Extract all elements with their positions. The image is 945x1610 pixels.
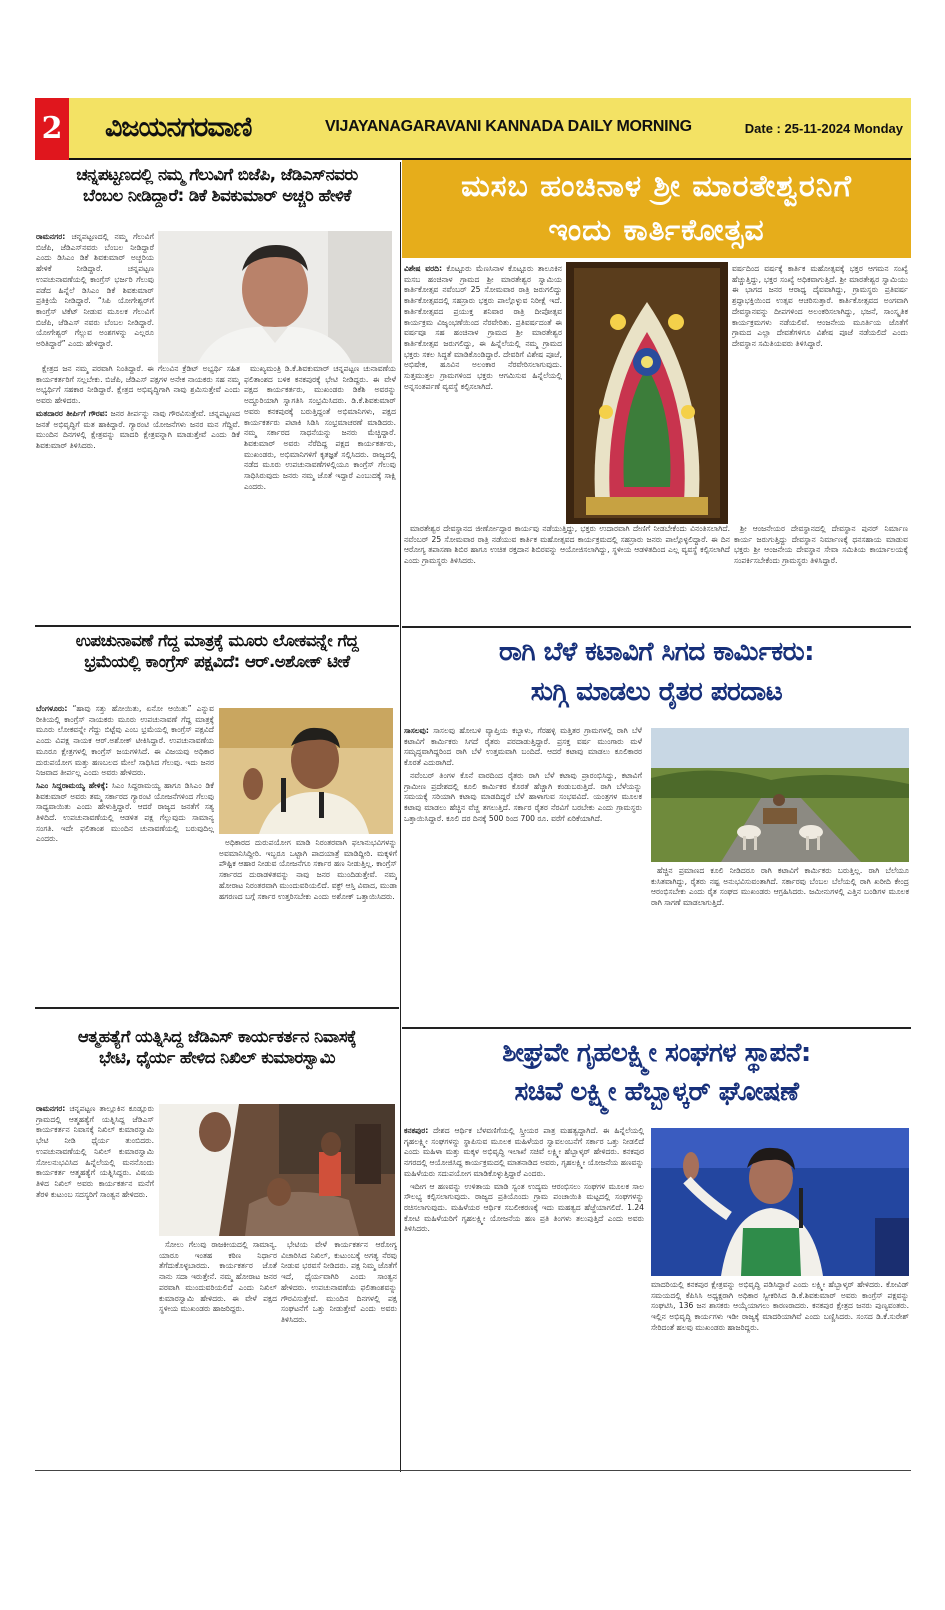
- paragraph: ಮುಖ್ಯಮಂತ್ರಿ ಡಿ.ಕೆ.ಶಿವಕುಮಾರ್ ಚನ್ನಪಟ್ಟಣ ಚುನಾವಣೆಯ ಫಲಿತಾಂಶದ ಬಳಿಕ ಕನಕಪುರಕ್ಕೆ ಭೇಟಿ ನೀಡಿದ್ದರು. ಈ ವೇಳೆ ಪಕ್ಷದ ಕಾರ್ಯಕರ್ತರು, ಮುಖಂಡರು ಡಿಕೆಶಿ ಅವರನ್ನು ಅದ್ದೂರಿಯಾಗಿ ಸ್ವಾಗತಿಸಿ ಸಂಭ್ರಮಿಸಿದರು. ಡಿ.ಕೆ.ಶಿವಕುಮಾರ್ ಅವರು ಕನಕಪುರಕ್ಕೆ ಬರುತ್ತಿದ್ದಂತೆ ಅಭಿಮಾನಿಗಳು, ಪಕ್ಷದ ಕಾರ್ಯಕರ್ತರು ಪಟಾಕಿ ಸಿಡಿಸಿ ಸಂಭ್ರಮಾಚರಣೆ ಮಾಡಿದರು. ನಮ್ಮ ಸರ್ಕಾರದ ಸಾಧನೆಯನ್ನು ಜನರು ಮೆಚ್ಚಿದ್ದಾರೆ. ಶಿವಕುಮಾರ್ ಅವರು ನೆರೆದಿದ್ದ ಪಕ್ಷದ ಕಾರ್ಯಕರ್ತರು, ಮುಖಂಡರು, ಅಭಿಮಾನಿಗಳಿಗೆ ಕೃತಜ್ಞತೆ ಸಲ್ಲಿಸಿದರು. ರಾಜ್ಯದಲ್ಲಿ ನಡೆದ ಮೂರು ಉಪಚುನಾವಣೆಗಳಲ್ಲಿಯೂ ಕಾಂಗ್ರೆಸ್ ಗೆಲುವು ಸಾಧಿಸಿರುವುದು ಜನರು ನಮ್ಮ ಜೊತೆ ಇದ್ದಾರೆ ಎಂಬುದಕ್ಕೆ ಸಾಕ್ಷಿ ಎಂದರು.: [244, 364, 396, 491]
- paragraph: ಚನ್ನಪಟ್ಟಣ ತಾಲ್ಲೂಕಿನ ಕೂಡ್ಲೂರು ಗ್ರಾಮದಲ್ಲಿ ಆತ್ಮಹತ್ಯೆಗೆ ಯತ್ನಿಸಿದ್ದ ಜೆಡಿಎಸ್ ಕಾರ್ಯಕರ್ತನ ನಿವಾಸಕ್ಕೆ ನಿಖಿಲ್ ಕುಮಾರಸ್ವಾಮಿ ಭೇಟಿ ನೀಡಿ ಧೈರ್ಯ ತುಂಬಿದರು. ಉಪಚುನಾವಣೆಯಲ್ಲಿ ನಿಖಿಲ್ ಕುಮಾರಸ್ವಾಮಿ ಸೋಲನುಭವಿಸಿದ ಹಿನ್ನೆಲೆಯಲ್ಲಿ ಮನನೊಂದು ಕಾರ್ಯಕರ್ತ ಆತ್ಮಹತ್ಯೆಗೆ ಯತ್ನಿಸಿದ್ದರು. ವಿಷಯ ತಿಳಿದ ನಿಖಿಲ್ ಅವರು ಕಾರ್ಯಕರ್ತನ ಮನೆಗೆ ತೆರಳಿ ಕುಟುಂಬ ಸದಸ್ಯರಿಗೆ ಸಾಂತ್ವನ ಹೇಳಿದರು.: [36, 1104, 154, 1199]
- paragraph: ಶ್ರೀ ಆಂಜನೇಯರ ದೇವಸ್ಥಾನದಲ್ಲಿ ದೇವಸ್ಥಾನ ಪುನರ್ ನಿರ್ಮಾಣ ಕಾರ್ಯ ಜರುಗುತ್ತಿದ್ದು ದೇವಸ್ಥಾನ ನಿರ್ಮಾಣಕ್ಕೆ ಧನಸಹಾಯ ಮಾಡುವ ಭಕ್ತರು ಶ್ರೀ ಆಂಜನೇಯ ದೇವಸ್ಥಾನ ಸೇವಾ ಸಮಿತಿಯ ಕಾರ್ಯಾಲಯಕ್ಕೆ ಸಂಪರ್ಕಿಸಬೇಕೆಂದು ಗ್ರಾಮಸ್ಥರು ತಿಳಿಸಿದ್ದಾರೆ.: [734, 524, 908, 566]
- headline[interactable]: [402, 1034, 911, 1112]
- subhead: ಮತದಾರರ ತೀರ್ಪಿಗೆ ಗೌರವ:: [36, 408, 108, 418]
- headline-banner[interactable]: [402, 160, 911, 258]
- dateline: ರಾಮನಗರ:: [36, 232, 66, 241]
- paragraph: ಹೆಚ್ಚಿನ ಪ್ರಮಾಣದ ಕೂಲಿ ನೀಡಿದರೂ ರಾಗಿ ಕಟಾವಿಗೆ ಕಾರ್ಮಿಕರು ಬರುತ್ತಿಲ್ಲ. ರಾಗಿ ಬೆಲೆಯೂ ಕುಸಿತವಾಗಿದ್ದು, ರೈತರು ನಷ್ಟ ಅನುಭವಿಸುವಂತಾಗಿದೆ. ಸರ್ಕಾರವು ಬೆಂಬಲ ಬೆಲೆಯಲ್ಲಿ ರಾಗಿ ಖರೀದಿ ಕೇಂದ್ರ ಆರಂಭಿಸಬೇಕು ಎಂದು ರೈತ ಸಂಘದ ಮುಖಂಡರು ಆಗ್ರಹಿಸಿದರು. ಜಮೀನುಗಳಲ್ಲಿ ಎತ್ತಿನ ಬಂಡಿಗಳ ಮೂಲಕ ರಾಗಿ ಸಾಗಣೆ ಮಾಡಲಾಗುತ್ತಿದೆ.: [651, 866, 909, 908]
- masthead-title-english: VIJAYANAGARAVANI KANNADA DAILY MORNING: [325, 118, 692, 135]
- paragraph: ಸಾಸಲವು ಹೋಬಳಿ ವ್ಯಾಪ್ತಿಯ ಕಬ್ಬಾಳು, ಗೆರಹಳ್ಳಿ ಮತ್ತಿತರ ಗ್ರಾಮಗಳಲ್ಲಿ ರಾಗಿ ಬೆಳೆ ಕಟಾವಿಗೆ ಕಾರ್ಮಿಕರು ಸಿಗದೆ ರೈತರು ಪರದಾಡುತ್ತಿದ್ದಾರೆ. ಪ್ರಸಕ್ತ ವರ್ಷ ಮುಂಗಾರು ಮಳೆ ಸಮೃದ್ಧವಾಗಿದ್ದರಿಂದ ರಾಗಿ ಬೆಳೆ ಉತ್ತಮವಾಗಿ ಬಂದಿದೆ. ಆದರೆ ಕಟಾವು ಮಾಡಲು ಕೂಲಿಕಾರರ ಕೊರತೆ ಎದುರಾಗಿದೆ.: [404, 726, 642, 768]
- article-body: [404, 264, 562, 520]
- headline-line: ಉಪಚುನಾವಣೆ ಗೆದ್ದ ಮಾತ್ರಕ್ಕೆ ಮೂರು ಲೋಕವನ್ನೇ ಗೆದ್ದ: [75, 631, 359, 650]
- article-body: [36, 232, 154, 360]
- article-body: [404, 726, 642, 1014]
- page-number: 2: [35, 98, 69, 160]
- masthead-title-kannada: ವಿಜಯನಗರವಾಣಿ: [105, 112, 252, 143]
- article-body: [244, 364, 396, 622]
- headline-line: ಆತ್ಮಹತ್ಯೆಗೆ ಯತ್ನಿಸಿದ್ದ ಜೆಡಿಎಸ್ ಕಾರ್ಯಕರ್ತನ ನಿವಾಸಕ್ಕೆ: [77, 1027, 357, 1046]
- article-body: [732, 264, 908, 520]
- article-body: [36, 704, 214, 918]
- headline-line: ಬೆಂಬಲ ನೀಡಿದ್ದಾರೆ: ಡಿಕೆ ಶಿವಕುಮಾರ್ ಅಚ್ಚರಿ ಹೇಳಿಕೆ: [83, 186, 351, 206]
- paragraph: ಮಾದರಿಯಲ್ಲಿ ಕನಕಪುರ ಕ್ಷೇತ್ರವನ್ನು ಅಭಿವೃದ್ಧಿ ಪಡಿಸಿದ್ದಾರೆ ಎಂದು ಲಕ್ಷ್ಮೀ ಹೆಬ್ಬಾಳ್ಕರ್ ಹೇಳಿದರು. ಕೋವಿಡ್ ಸಮಯದಲ್ಲಿ ಕೆಪಿಸಿಸಿ ಅಧ್ಯಕ್ಷರಾಗಿ ಅಧಿಕಾರ ಸ್ವೀಕರಿಸಿದ ಡಿ.ಕೆ.ಶಿವಕುಮಾರ್ ಅವರು ಕಾಂಗ್ರೆಸ್ ಪಕ್ಷವನ್ನು ಸಂಘಟಿಸಿ, 136 ಜನ ಶಾಸಕರು ಆಯ್ಕೆಯಾಗಲು ಕಾರಣರಾದರು. ಕನಕಪುರ ಕ್ಷೇತ್ರದ ಜನರು ಪುಣ್ಯವಂತರು. ಇಲ್ಲಿನ ಅಭಿವೃದ್ಧಿ ಕಾರ್ಯಗಳು ಇಡೀ ರಾಜ್ಯಕ್ಕೆ ಮಾದರಿಯಾಗಿವೆ ಎಂದು ಬಣ್ಣಿಸಿದರು. ಸಂಸದ ಡಿ.ಕೆ.ಸುರೇಶ್ ಸೇರಿದಂತೆ ಹಲವು ಮುಖಂಡರು ಹಾಜರಿದ್ದರು.: [651, 1280, 909, 1332]
- paragraph: ಕೊಟ್ಟೂರು ಮೆಣಸಿನಾಳ ಕೊಟ್ಟೂರು ತಾಲೂಕಿನ ಮಸಬ ಹಂಚಿನಾಳ ಗ್ರಾಮದ ಶ್ರೀ ಮಾರತೇಶ್ವರ ಸ್ವಾಮಿಯ ಕಾರ್ತಿಕೋತ್ಸವ ನವೆಂಬರ್ 25 ಸೋಮವಾರ ರಾತ್ರಿ ಜರುಗಲಿದ್ದು ಕಾರ್ತಿಕೋತ್ಸವದಲ್ಲಿ ಸಹಸ್ರಾರು ಭಕ್ತರು ಪಾಲ್ಗೊಳ್ಳುವ ನಿರೀಕ್ಷೆ ಇದೆ. ಕಾರ್ತಿಕೋತ್ಸವದ ಪ್ರಯುಕ್ತ ಶನಿವಾರ ರಾತ್ರಿ ದೀಪೋತ್ಸವ ಕಾರ್ಯಕ್ರಮ ವಿಜೃಂಭಣೆಯಿಂದ ನೆರವೇರಿತು. ಪ್ರತಿವರ್ಷದಂತೆ ಈ ವರ್ಷವೂ ಸಹ ಹಂಚಿನಾಳ ಗ್ರಾಮದ ಶ್ರೀ ಮಾರತೇಶ್ವರ ಕಾರ್ತಿಕೋತ್ಸವ ಜರುಗಲಿದ್ದು, ಈ ಹಿನ್ನೆಲೆಯಲ್ಲಿ ನಮ್ಮ ಗ್ರಾಮದ ಭಕ್ತರು ಸಕಲ ಸಿದ್ಧತೆ ಮಾಡಿಕೊಂಡಿದ್ದಾರೆ. ದೇವರಿಗೆ ವಿಶೇಷ ಪೂಜೆ, ಅಭಿಷೇಕ, ಹೂವಿನ ಅಲಂಕಾರ ನೆರವೇರಿಸಲಾಗುವುದು. ಸುತ್ತಮುತ್ತಲ ಗ್ರಾಮಗಳಿಂದ ಭಕ್ತರು ಆಗಮಿಸುವ ಹಿನ್ನೆಲೆಯಲ್ಲಿ ಅನ್ನಸಂತರ್ಪಣೆ ವ್ಯವಸ್ಥೆ ಕಲ್ಪಿಸಲಾಗಿದೆ.: [404, 264, 562, 391]
- temple-deity-photo: [566, 262, 728, 524]
- paragraph: ಇದೀಗ ಆ ಹಣವನ್ನು ಉಳಿತಾಯ ಮಾಡಿ ಸ್ವಂತ ಉದ್ಯಮ ಆರಂಭಿಸಲು ಸಂಘಗಳ ಮೂಲಕ ಸಾಲ ಸೌಲಭ್ಯ ಕಲ್ಪಿಸಲಾಗುವುದು. ರಾಜ್ಯದ ಪ್ರತಿಯೊಂದು ಗ್ರಾಮ ಪಂಚಾಯಿತಿ ಮಟ್ಟದಲ್ಲಿ ಸಂಘಗಳನ್ನು ರಚಿಸಲಾಗುವುದು. ಮಹಿಳೆಯರ ಆರ್ಥಿಕ ಸಬಲೀಕರಣಕ್ಕೆ ಇದು ಮಹತ್ವದ ಹೆಜ್ಜೆಯಾಗಲಿದೆ. 1.24 ಕೋಟಿ ಮಹಿಳೆಯರಿಗೆ ಗೃಹಲಕ್ಷ್ಮೀ ಯೋಜನೆಯ ಹಣ ಪ್ರತಿ ತಿಂಗಳು ತಲುಪುತ್ತಿದೆ ಎಂದು ಅವರು ತಿಳಿಸಿದರು.: [404, 1181, 644, 1234]
- headline[interactable]: [36, 1026, 398, 1068]
- paragraph: ವರ್ಷದಿಂದ ವರ್ಷಕ್ಕೆ ಕಾರ್ತಿಕ ಮಹೋತ್ಸವಕ್ಕೆ ಭಕ್ತರ ಆಗಮನ ಸಂಖ್ಯೆ ಹೆಚ್ಚುತ್ತಿದ್ದು, ಭಕ್ತರ ಸಂಖ್ಯೆ ಅಧಿಕವಾಗುತ್ತಿದೆ. ಶ್ರೀ ಮಾರತೇಶ್ವರ ಸ್ವಾಮಿಯು ಈ ಭಾಗದ ಜನರ ಆರಾಧ್ಯ ದೈವವಾಗಿದ್ದು, ಗ್ರಾಮಸ್ಥರು ಪ್ರತಿವರ್ಷ ಶ್ರದ್ಧಾಭಕ್ತಿಯಿಂದ ಉತ್ಸವ ಆಚರಿಸುತ್ತಾರೆ. ಕಾರ್ತಿಕೋತ್ಸವದ ಅಂಗವಾಗಿ ದೇವಸ್ಥಾನವನ್ನು ದೀಪಗಳಿಂದ ಅಲಂಕರಿಸಲಾಗಿದ್ದು, ಭಜನೆ, ಸಾಂಸ್ಕೃತಿಕ ಕಾರ್ಯಕ್ರಮಗಳು ನಡೆಯಲಿವೆ. ಆಂಜನೇಯ ಮೂರ್ತಿಯ ಜೊತೆಗೆ ಗ್ರಾಮದ ಎಲ್ಲಾ ದೇವತೆಗಳಿಗೂ ವಿಶೇಷ ಪೂಜೆ ನಡೆಯಲಿದೆ ಎಂದು ದೇವಸ್ಥಾನ ಸಮಿತಿಯವರು ತಿಳಿಸಿದ್ದಾರೆ.: [732, 264, 908, 348]
- section-divider: [402, 1027, 911, 1029]
- section-divider: [35, 1007, 399, 1009]
- paragraph: ಕ್ಷೇತ್ರದ ಜನ ನಮ್ಮ ಪರವಾಗಿ ನಿಂತಿದ್ದಾರೆ. ಈ ಗೆಲುವಿನ ಕ್ರೆಡಿಟ್ ಅಭ್ಯರ್ಥಿ ಸಹಿತ ಕಾರ್ಯಕರ್ತರಿಗೆ ಸಲ್ಲಬೇಕು. ಬಿಜೆಪಿ, ಜೆಡಿಎಸ್ ಪಕ್ಷಗಳ ಅನೇಕ ನಾಯಕರು ಸಹ ನಮ್ಮ ಅಭ್ಯರ್ಥಿಗೆ ಸಹಕಾರ ನೀಡಿದ್ದಾರೆ. ಕ್ಷೇತ್ರದ ಅಭಿವೃದ್ಧಿಗಾಗಿ ನಾವು ಶ್ರಮಿಸುತ್ತೇವೆ ಎಂದು ಅವರು ಹೇಳಿದರು.: [36, 364, 240, 406]
- article-body: [159, 1240, 277, 1468]
- bullock-cart-photo: [651, 728, 909, 862]
- dateline: ಬೆಂಗಳೂರು:: [36, 704, 68, 713]
- headline[interactable]: [402, 632, 911, 713]
- article-body: [651, 866, 909, 1016]
- paragraph: ಮಾರತೇಶ್ವರ ದೇವಸ್ಥಾನದ ಜೀರ್ಣೋದ್ಧಾರ ಕಾರ್ಯವು ನಡೆಯುತ್ತಿದ್ದು, ಭಕ್ತರು ಉದಾರವಾಗಿ ದೇಣಿಗೆ ನೀಡಬೇಕೆಂದು ವಿನಂತಿಸಲಾಗಿದೆ. ನವೆಂಬರ್ 25 ಸೋಮವಾರ ರಾತ್ರಿ ನಡೆಯುವ ಕಾರ್ತಿಕ ಮಹೋತ್ಸವದ ಕಾರ್ಯಕ್ರಮದಲ್ಲಿ ಸಹಸ್ರಾರು ಜನರು ಪಾಲ್ಗೊಳ್ಳಲಿದ್ದಾರೆ. ಈ ದಿನ ಆರೋಗ್ಯ ತಪಾಸಣಾ ಶಿಬಿರ ಹಾಗೂ ಉಚಿತ ರಕ್ತದಾನ ಶಿಬಿರವನ್ನು ಆಯೋಜಿಸಲಾಗಿದ್ದು, ಸ್ಥಳೀಯ ಆಡಳಿತದಿಂದ ಎಲ್ಲ ವ್ಯವಸ್ಥೆ ಕಲ್ಪಿಸಲಾಗಿದೆ ಎಂದು ಗ್ರಾಮಸ್ಥರು ತಿಳಿಸಿದರು.: [404, 524, 730, 566]
- r-ashok-photo: [219, 708, 393, 834]
- article-body: [404, 1126, 644, 1468]
- column-divider: [400, 162, 401, 1472]
- headline-line: ಸುಗ್ಗಿ ಮಾಡಲು ರೈತರ ಪರದಾಟ: [530, 677, 783, 708]
- paragraph: ಭೇಟಿಯ ವೇಳೆ ಕಾರ್ಯಕರ್ತನ ಆರೋಗ್ಯ ವಿಚಾರಿಸಿದ ನಿಖಿಲ್, ಕುಟುಂಬಕ್ಕೆ ಅಗತ್ಯ ನೆರವು ನೀಡುವ ಭರವಸೆ ನೀಡಿದರು. ಪಕ್ಷ ನಿಮ್ಮ ಜೊತೆಗೆ ಇದೆ, ಧೈರ್ಯವಾಗಿರಿ ಎಂದು ಸಾಂತ್ವನ ಹೇಳಿದರು. ಉಪಚುನಾವಣೆಯ ಫಲಿತಾಂಶವನ್ನು ಗೌರವಿಸುತ್ತೇವೆ. ಮುಂದಿನ ದಿನಗಳಲ್ಲಿ ಪಕ್ಷ ಸಂಘಟನೆಗೆ ಒತ್ತು ನೀಡುತ್ತೇವೆ ಎಂದು ಅವರು ತಿಳಿಸಿದರು.: [281, 1240, 397, 1324]
- dateline: ವಿಶೇಷ ವರದಿ:: [404, 264, 443, 273]
- footer-divider: [35, 1470, 911, 1471]
- article-body: [281, 1240, 397, 1468]
- masthead: [35, 98, 911, 160]
- nikhil-visit-photo: [159, 1104, 395, 1236]
- headline-line: ಮಸಬ ಹಂಚಿನಾಳ ಶ್ರೀ ಮಾರತೇಶ್ವರನಿಗೆ: [461, 169, 852, 204]
- lakshmi-hebbalkar-photo: [651, 1128, 909, 1276]
- headline-line: ಭ್ರಮೆಯಲ್ಲಿ ಕಾಂಗ್ರೆಸ್ ಪಕ್ಷವಿದೆ: ಆರ್.ಅಶೋಕ್ ಟೀಕೆ: [84, 652, 350, 672]
- article-body: [651, 1280, 909, 1468]
- paragraph: ಜನರ ತೀರ್ಪನ್ನು ನಾವು ಗೌರವಿಸುತ್ತೇವೆ. ಚನ್ನಪಟ್ಟಣದ ಜನತೆ ಅಭಿವೃದ್ಧಿಗೆ ಮತ ಹಾಕಿದ್ದಾರೆ. ಗ್ಯಾರಂಟಿ ಯೋಜನೆಗಳು ಜನರ ಮನ ಗೆದ್ದಿವೆ. ಮುಂದಿನ ದಿನಗಳಲ್ಲಿ ಕ್ಷೇತ್ರವನ್ನು ಮಾದರಿ ಕ್ಷೇತ್ರವನ್ನಾಗಿ ಮಾಡುತ್ತೇವೆ ಎಂದು ಡಿಕೆ ಶಿವಕುಮಾರ್ ತಿಳಿಸಿದರು.: [36, 408, 240, 450]
- paragraph: ಅಧಿಕಾರದ ದುರುಪಯೋಗ ಮಾಡಿ ನಿರಂತರವಾಗಿ ಫಲಾನುಭವಿಗಳನ್ನು ಅವಮಾನಿಸಿದ್ದೀರಿ. ಇಬ್ಬರೂ ಒಟ್ಟಾಗಿ ಪಾದಯಾತ್ರೆ ಮಾಡಿದ್ದೀರಿ. ಮಕ್ಕಳಿಗೆ ಪೌಷ್ಟಿಕ ಆಹಾರ ನೀಡುವ ಯೋಜನೆಗೂ ಸರ್ಕಾರ ಹಣ ನೀಡುತ್ತಿಲ್ಲ. ಕಾಂಗ್ರೆಸ್ ಸರ್ಕಾರದ ದುರಾಡಳಿತವನ್ನು ನಾವು ಜನರ ಮುಂದಿಡುತ್ತೇವೆ. ನಮ್ಮ ಹೋರಾಟ ನಿರಂತರವಾಗಿ ಮುಂದುವರಿಯಲಿದೆ. ವಕ್ಫ್ ಆಸ್ತಿ ವಿವಾದ, ಮುಡಾ ಹಗರಣದ ಬಗ್ಗೆ ಸರ್ಕಾರ ಉತ್ತರಿಸಬೇಕು ಎಂದು ಅಶೋಕ್ ಒತ್ತಾಯಿಸಿದರು.: [219, 838, 397, 901]
- section-divider: [35, 625, 399, 627]
- headline-line: ಭೇಟಿ, ಧೈರ್ಯ ಹೇಳಿದ ನಿಖಿಲ್ ಕುಮಾರಸ್ವಾಮಿ: [98, 1048, 336, 1068]
- headline[interactable]: [36, 630, 398, 672]
- paragraph: ನವೆಂಬರ್ ತಿಂಗಳ ಕೊನೆ ವಾರದಿಂದ ರೈತರು ರಾಗಿ ಬೆಳೆ ಕಟಾವು ಪ್ರಾರಂಭಿಸಿದ್ದು, ಕಟಾವಿಗೆ ಗ್ರಾಮೀಣ ಪ್ರದೇಶದಲ್ಲಿ ಕೂಲಿ ಕಾರ್ಮಿಕರ ಕೊರತೆ ಹೆಚ್ಚಾಗಿ ಕಂಡುಬರುತ್ತಿದೆ. ರಾಗಿ ಬೆಳೆಯನ್ನು ಸಮಯಕ್ಕೆ ಸರಿಯಾಗಿ ಕಟಾವು ಮಾಡದಿದ್ದರೆ ಬೆಳೆ ಹಾಳಾಗುವ ಸಂಭವವಿದೆ. ಯಂತ್ರಗಳ ಮೂಲಕ ಕಟಾವು ಮಾಡಲು ಹೆಚ್ಚಿನ ವೆಚ್ಚ ತಗಲುತ್ತಿದೆ. ಸರ್ಕಾರ ರೈತರ ನೆರವಿಗೆ ಬರಬೇಕು ಎಂದು ಗ್ರಾಮಸ್ಥರು ಒತ್ತಾಯಿಸಿದ್ದಾರೆ. ಕೂಲಿ ದರ ದಿನಕ್ಕೆ 500 ರಿಂದ 700 ರೂ. ವರೆಗೆ ಏರಿಕೆಯಾಗಿದೆ.: [404, 770, 642, 823]
- paragraph: ಚನ್ನಪಟ್ಟಣದಲ್ಲಿ ನಮ್ಮ ಗೆಲುವಿಗೆ ಬಿಜೆಪಿ, ಜೆಡಿಎಸ್‌ನವರು ಬೆಂಬಲ ನೀಡಿದ್ದಾರೆ ಎಂದು ಡಿಸಿಎಂ ಡಿಕೆ ಶಿವಕುಮಾರ್ ಅಚ್ಚರಿಯ ಹೇಳಿಕೆ ನೀಡಿದ್ದಾರೆ. ಚನ್ನಪಟ್ಟಣ ಉಪಚುನಾವಣೆಯಲ್ಲಿ ಕಾಂಗ್ರೆಸ್ ಭರ್ಜರಿ ಗೆಲುವು ಪಡೆದ ಹಿನ್ನೆಲೆ ಡಿಸಿಎಂ ಡಿಕೆ ಶಿವಕುಮಾರ್ ಪ್ರತಿಕ್ರಿಯೆ ನೀಡಿದ್ದಾರೆ. “ಸಿಪಿ ಯೋಗೇಶ್ವರ್‌ಗೆ ಕಾಂಗ್ರೆಸ್ ಟಿಕೆಟ್ ನೀಡುವ ಮೂಲಕ ಗೆಲುವಿಗೆ ಬಿಜೆಪಿ, ಜೆಡಿಎಸ್ ನವರು ಬೆಂಬಲ ನೀಡಿದ್ದಾರೆ. ಯೋಗೇಶ್ವರ್ ಗೆಲ್ಲುವ ಅಂಶಗಳನ್ನು ಎಲ್ಲರೂ ಅರಿತಿದ್ದಾರೆ” ಎಂದು ಹೇಳಿದ್ದಾರೆ.: [36, 232, 154, 349]
- headline-line: ರಾಗಿ ಬೆಳೆ ಕಟಾವಿಗೆ ಸಿಗದ ಕಾರ್ಮಿಕರು:: [498, 637, 815, 667]
- headline-line: ಇಂದು ಕಾರ್ತಿಕೋತ್ಸವ: [548, 213, 765, 248]
- headline-line: ಶೀಘ್ರವೇ ಗೃಹಲಕ್ಷ್ಮೀ ಸಂಘಗಳ ಸ್ಥಾಪನೆ:: [502, 1038, 811, 1068]
- article-body: [36, 364, 240, 622]
- masthead-date: Date : 25-11-2024 Monday: [744, 121, 903, 136]
- dateline: ಸಾಸಲವು:: [404, 726, 429, 735]
- article-body: [219, 838, 397, 1004]
- headline-line: ಚನ್ನಪಟ್ಟಣದಲ್ಲಿ ನಮ್ಮ ಗೆಲುವಿಗೆ ಬಿಜೆಪಿ, ಜೆಡಿಎಸ್‌ನವರು: [76, 165, 358, 184]
- paragraph: “ಹಾವು ಸತ್ತು ಹೋಯಿತು, ಏನೋ ಆಯಿತು” ಎನ್ನುವ ರೀತಿಯಲ್ಲಿ ಕಾಂಗ್ರೆಸ್ ನಾಯಕರು ಮೂರು ಉಪಚುನಾವಣೆ ಗೆದ್ದ ಮಾತ್ರಕ್ಕೆ ಮೂರು ಲೋಕವನ್ನೇ ಗೆದ್ದು ಬಿಟ್ಟೆವು ಎಂಬ ಭ್ರಮೆಯಲ್ಲಿ ಕಾಂಗ್ರೆಸ್ ಪಕ್ಷವಿದೆ ಎಂದು ವಿಪಕ್ಷ ನಾಯಕ ಆರ್.ಅಶೋಕ್ ಟೀಕಿಸಿದ್ದಾರೆ. ಉಪಚುನಾವಣೆಯ ಮೂರೂ ಕ್ಷೇತ್ರಗಳಲ್ಲಿ ಕಾಂಗ್ರೆಸ್ ಜಯಗಳಿಸಿದೆ. ಈ ವಿಜಯವು ಅಧಿಕಾರ ದುರುಪಯೋಗ ಮತ್ತು ಹಣಬಲದ ಮೇಲೆ ಸಾಧಿಸಿದ ಗೆಲುವು. ಇದು ಜನರ ನಿಜವಾದ ತೀರ್ಪಲ್ಲ ಎಂದು ಅವರು ಹೇಳಿದರು.: [36, 704, 214, 778]
- headline-line: ಸಚಿವೆ ಲಕ್ಷ್ಮೀ ಹೆಬ್ಬಾಳ್ಕರ್ ಘೋಷಣೆ: [514, 1077, 799, 1107]
- paragraph: ದೇಶದ ಆರ್ಥಿಕ ಬೆಳವಣಿಗೆಯಲ್ಲಿ ಸ್ತ್ರೀಯರ ಪಾತ್ರ ಮಹತ್ವದ್ದಾಗಿದೆ. ಈ ಹಿನ್ನೆಲೆಯಲ್ಲಿ ಗೃಹಲಕ್ಷ್ಮೀ ಸಂಘಗಳನ್ನು ಸ್ಥಾಪಿಸುವ ಮೂಲಕ ಮಹಿಳೆಯರ ಸ್ವಾವಲಂಬನೆಗೆ ಸರ್ಕಾರ ಒತ್ತು ನೀಡಲಿದೆ ಎಂದು ಮಹಿಳಾ ಮತ್ತು ಮಕ್ಕಳ ಅಭಿವೃದ್ಧಿ ಇಲಾಖೆ ಸಚಿವೆ ಲಕ್ಷ್ಮೀ ಹೆಬ್ಬಾಳ್ಕರ್ ಹೇಳಿದರು. ಕನಕಪುರ ನಗರದಲ್ಲಿ ಆಯೋಜಿಸಿದ್ದ ಕಾರ್ಯಕ್ರಮದಲ್ಲಿ ಮಾತನಾಡಿದ ಅವರು, ಗೃಹಲಕ್ಷ್ಮೀ ಯೋಜನೆಯ ಹಣವನ್ನು ಮಹಿಳೆಯರು ಸದುಪಯೋಗ ಮಾಡಿಕೊಳ್ಳುತ್ತಿದ್ದಾರೆ ಎಂದರು.: [404, 1126, 644, 1178]
- section-divider: [402, 626, 911, 628]
- article-body: [734, 524, 908, 622]
- subhead: ಸಿಎಂ ಸಿದ್ದರಾಮಯ್ಯ ಹೇಳಿಕ್ಕೆ:: [36, 780, 109, 790]
- dk-shivakumar-photo: [158, 231, 392, 363]
- article-body: [36, 1104, 154, 1468]
- paragraph: ಸೋಲು ಗೆಲುವು ರಾಜಕೀಯದಲ್ಲಿ ಸಾಮಾನ್ಯ. ಯಾರೂ ಇಂತಹ ಕಠಿಣ ನಿರ್ಧಾರ ತೆಗೆದುಕೊಳ್ಳಬಾರದು. ಕಾರ್ಯಕರ್ತರ ಜೊತೆ ನಾನು ಸದಾ ಇರುತ್ತೇನೆ. ನಮ್ಮ ಹೋರಾಟ ಜನರ ಪರವಾಗಿ ಮುಂದುವರಿಯಲಿದೆ ಎಂದು ನಿಖಿಲ್ ಕುಮಾರಸ್ವಾಮಿ ಹೇಳಿದರು. ಈ ವೇಳೆ ಪಕ್ಷದ ಸ್ಥಳೀಯ ಮುಖಂಡರು ಹಾಜರಿದ್ದರು.: [159, 1240, 277, 1314]
- article-body: [404, 524, 730, 622]
- paragraph: ಸಿಎಂ ಸಿದ್ದರಾಮಯ್ಯ ಹಾಗೂ ಡಿಸಿಎಂ ಡಿಕೆ ಶಿವಕುಮಾರ್ ಅವರು ತಮ್ಮ ಸರ್ಕಾರದ ಗ್ಯಾರಂಟಿ ಯೋಜನೆಗಳಿಂದ ಗೆಲುವು ಸಾಧ್ಯವಾಯಿತು ಎಂದು ಹೇಳುತ್ತಿದ್ದಾರೆ. ಆದರೆ ರಾಜ್ಯದ ಜನತೆಗೆ ಸತ್ಯ ತಿಳಿದಿದೆ. ಉಪಚುನಾವಣೆಯಲ್ಲಿ ಆಡಳಿತ ಪಕ್ಷ ಗೆಲ್ಲುವುದು ಸಾಮಾನ್ಯ ಸಂಗತಿ. ಇದೇ ಫಲಿತಾಂಶ ಮುಂದಿನ ಚುನಾವಣೆಯಲ್ಲಿ ಬರುವುದಿಲ್ಲ ಎಂದರು.: [36, 780, 214, 844]
- dateline: ಕನಕಪುರ:: [404, 1126, 429, 1135]
- headline[interactable]: [36, 164, 398, 206]
- dateline: ರಾಮನಗರ:: [36, 1104, 66, 1113]
